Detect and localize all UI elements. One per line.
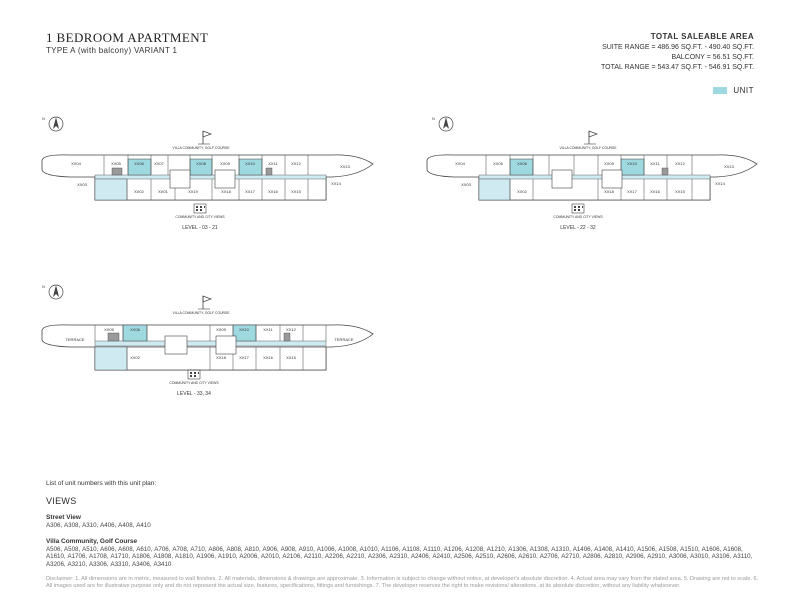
plan1-unit-label: XX11 — [268, 161, 278, 166]
disclaimer: Disclaimer: 1. All dimensions are in metric, measured to wall finishes. 2. All materials, dimensions & drawings are approximate. 3. Information is subject to change without notice, at developer's absolute discretion. 4. Actual area may vary from the stated area. 5. Drawing are not to scale. 6. All images used are for illustrative purpose only and do not represent the actual size, features, specifications, fittings and furnishings. 7. The developer reserves the right to make revisions/ alterations, at its absolute discretion, without any liability whatsoever. — [46, 576, 759, 589]
plan3-unit-label: XX05 — [104, 327, 114, 332]
plan2-core-left — [552, 170, 572, 188]
plan3-bottom-view: COMMUNITY AND CITY VIEWS — [169, 381, 219, 385]
plan3-terrace-right: TERRACE — [334, 337, 354, 342]
plan3-core-right — [216, 336, 236, 354]
building-icon — [188, 370, 200, 379]
plan1-unit-label: XX17 — [245, 189, 255, 194]
view-group-title: Villa Community, Golf Course — [46, 537, 138, 545]
plan1-unit-label: XX10 — [245, 161, 255, 166]
plan2-unit-label: XX05 — [493, 161, 503, 166]
plan1-unit-label: XX02 — [134, 189, 144, 194]
plan1-corridor — [95, 175, 326, 179]
floor-plan-level-33-34 — [40, 282, 380, 407]
plan2-unit-label: XX12 — [675, 161, 685, 166]
plan3-unit-label: XX18 — [216, 355, 226, 360]
plan2-top-view: VILLA COMMUNITY, GOLF COURSE — [559, 146, 617, 150]
page-title: 1 BEDROOM APARTMENT — [46, 30, 209, 45]
plan2-unit-label: XX13 — [724, 164, 734, 169]
plan3-unit-label: XX10 — [239, 327, 249, 332]
plan1-unit-label: XX15 — [291, 189, 301, 194]
plan1-unit-xx03-balcony — [95, 179, 127, 200]
building-icon — [572, 204, 584, 213]
plan2-corridor — [479, 175, 710, 179]
plan3-core-left — [165, 336, 187, 354]
plan2-unit-label: XX04 — [455, 161, 465, 166]
page-subtitle: TYPE A (with balcony) VARIANT 1 — [46, 46, 178, 55]
legend-label: UNIT — [733, 86, 754, 95]
floor-plan-level-03-21 — [40, 112, 380, 237]
view-group-title: Street View — [46, 514, 81, 521]
plan3-unit-label: XX09 — [216, 327, 226, 332]
balcony-area: BALCONY = 56.51 SQ.FT. — [671, 54, 754, 61]
total-range: TOTAL RANGE = 543.47 SQ.FT. - 546.91 SQ.FT. — [601, 64, 754, 71]
saleable-area-title: TOTAL SALEABLE AREA — [650, 32, 754, 41]
svg-text:N: N — [432, 116, 435, 121]
plan1-top-view: VILLA COMMUNITY, GOLF COURSE — [172, 146, 230, 150]
plan1-unit-label: XX14 — [331, 181, 341, 186]
plan2-unit-label: XX11 — [650, 161, 660, 166]
plan1-unit-label: XX16 — [268, 189, 278, 194]
plan2-unit-label: XX15 — [675, 189, 685, 194]
plan3-unit-label: XX12 — [286, 327, 296, 332]
plan1-unit-label: XX03 — [77, 182, 87, 187]
plan1-bottom-view: COMMUNITY AND CITY VIEWS — [175, 215, 225, 219]
view-group-units: A306, A308, A310, A406, A408, A410 — [46, 522, 151, 529]
plan3-top-view: VILLA COMMUNITY, GOLF COURSE — [172, 311, 230, 315]
plan1-unit-label: XX07 — [154, 161, 164, 166]
plan2-bottom-view: COMMUNITY AND CITY VIEWS — [553, 215, 603, 219]
floor-plan-level-22-32 — [424, 112, 764, 237]
north-arrow-icon — [42, 284, 63, 299]
plan2-unit-label: XX17 — [627, 189, 637, 194]
plan2-core-right — [602, 170, 622, 188]
plan1-unit-label: XX09 — [220, 161, 230, 166]
plan2-unit-label: XX14 — [715, 181, 725, 186]
view-group-units: A506, A508, A510, A606, A608, A610, A706, A708, A710, A806, A808, A810, A906, A908, A910, A1006, A1008, A1010, A1106, A1108, A1110, A1206, A1208, A1210, A1306, A1308, A1310, A1406, A1408, A1410, A1506, A1508, A1510, A1606, A1608, A1610, A1706, A1708, A1710, A1806, A1808, A1810, A1906, A1910, A2006, A2010, A2106, A2110, A2206, A2210, A2306, A2310, A2406, A2410, A2506, A2510, A2606, A2610, A2706, A2710, A2806, A2810, A2906, A2910, A3006, A3010, A3106, A3110, A3206, A3210, A3306, A3310, A3406, A3410 — [46, 545, 753, 568]
golf-flag-icon — [198, 131, 211, 144]
plan3-unit-label: XX06 — [130, 327, 140, 332]
plan3-unit-label: XX15 — [286, 355, 296, 360]
golf-flag-icon — [584, 131, 597, 144]
plan1-unit-label: XX01 — [158, 189, 168, 194]
plan3-level-label: LEVEL - 33, 34 — [177, 391, 211, 397]
north-arrow-icon — [432, 116, 453, 131]
plan3-unit-xx02-balcony — [95, 347, 127, 370]
plan3-unit-label: XX16 — [263, 355, 273, 360]
plan2-level-label: LEVEL - 22 - 32 — [560, 225, 596, 231]
plan2-unit-label: XX06 — [517, 161, 527, 166]
views-heading: VIEWS — [46, 496, 77, 506]
plan3-unit-label: XX02 — [130, 355, 140, 360]
plan3-unit-label: XX11 — [263, 327, 273, 332]
legend-swatch — [713, 87, 727, 94]
plan1-unit-label: XX19 — [188, 189, 198, 194]
plan2-unit-label: XX02 — [517, 189, 527, 194]
north-arrow-icon — [42, 116, 63, 131]
plan1-core-left — [170, 170, 190, 188]
saleable-area-block — [601, 32, 754, 73]
svg-text:N: N — [42, 116, 45, 121]
plan2-unit-label: XX10 — [627, 161, 637, 166]
svg-text:N: N — [42, 284, 45, 289]
plan1-unit-label: XX06 — [134, 161, 144, 166]
legend — [713, 86, 754, 95]
plan3-terrace-left: TERRACE — [65, 337, 85, 342]
plan1-unit-label: XX18 — [221, 189, 231, 194]
plan3-unit-label: XX17 — [239, 355, 249, 360]
plan2-unit-label: XX09 — [604, 161, 614, 166]
plan2-unit-label: XX03 — [461, 182, 471, 187]
plan2-unit-label: XX18 — [604, 189, 614, 194]
plan2-unit-label: XX16 — [650, 189, 660, 194]
plan2-unit-xx03-balcony — [479, 179, 510, 200]
suite-range: SUITE RANGE = 486.96 SQ.FT. - 490.40 SQ.FT. — [602, 44, 754, 51]
plan3-corridor — [95, 341, 326, 346]
plan1-unit-label: XX05 — [111, 161, 121, 166]
plan1-core-right — [215, 170, 235, 188]
plan1-level-label: LEVEL - 03 - 21 — [182, 225, 218, 231]
building-icon — [194, 204, 206, 213]
plan1-unit-label: XX12 — [291, 161, 301, 166]
plan1-unit-label: XX04 — [71, 161, 81, 166]
unit-list-section — [46, 480, 762, 568]
golf-flag-icon — [198, 296, 211, 309]
plan1-unit-label: XX08 — [196, 161, 206, 166]
plan1-unit-label: XX13 — [340, 164, 350, 169]
list-intro: List of unit numbers with this unit plan: — [46, 480, 157, 487]
